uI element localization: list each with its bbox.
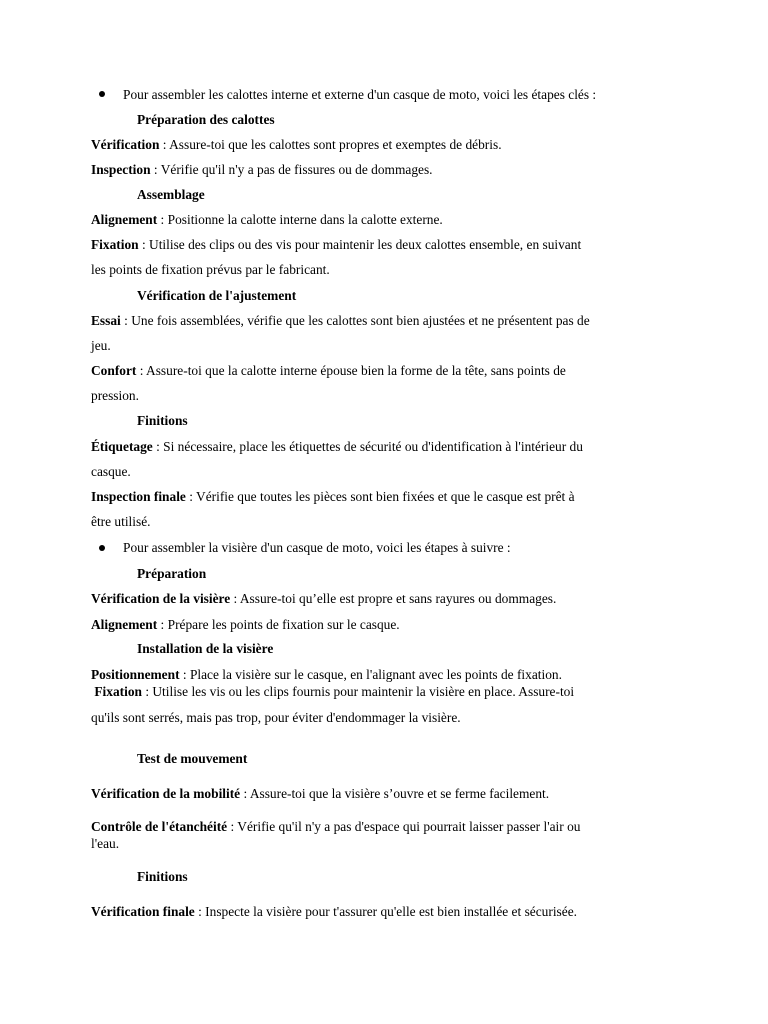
heading-preparation-calottes: Préparation des calottes	[137, 112, 275, 127]
section1-intro: Pour assembler les calottes interne et externe d'un casque de moto, voici les étapes clés :	[123, 87, 597, 102]
item-positionnement: Positionnement : Place la visière sur le casque, en l'alignant avec les points de fixation.	[91, 667, 562, 682]
item-confort: Confort : Assure-toi que la calotte interne épouse bien la forme de la tête, sans points de	[91, 363, 566, 378]
item-fixation: Fixation : Utilise des clips ou des vis pour maintenir les deux calottes ensemble, en suivant	[91, 237, 582, 252]
item-verification: Vérification : Assure-toi que les calottes sont propres et exemptes de débris.	[91, 137, 502, 152]
item-alignement: Alignement : Positionne la calotte interne dans la calotte externe.	[91, 212, 443, 227]
item-essai-cont: jeu.	[91, 338, 111, 353]
heading-finitions-2: Finitions	[137, 869, 188, 884]
item-verification-finale: Vérification finale : Inspecte la visière pour t'assurer qu'elle est bien installée et sécurisée.	[91, 904, 577, 919]
item-fixation-cont: les points de fixation prévus par le fabricant.	[91, 262, 330, 277]
heading-test-mouvement: Test de mouvement	[137, 751, 248, 766]
item-alignement-2: Alignement : Prépare les points de fixation sur le casque.	[91, 617, 400, 632]
item-etancheite-cont: l'eau.	[91, 836, 120, 851]
section2-intro: Pour assembler la visière d'un casque de moto, voici les étapes à suivre :	[123, 540, 511, 555]
heading-ajustement: Vérification de l'ajustement	[137, 288, 297, 303]
item-mobilite: Vérification de la mobilité : Assure-toi que la visière s’ouvre et se ferme facilement.	[91, 786, 550, 801]
heading-finitions-1: Finitions	[137, 413, 188, 428]
item-confort-cont: pression.	[91, 388, 139, 403]
heading-preparation: Préparation	[137, 566, 207, 581]
item-inspection: Inspection : Vérifie qu'il n'y a pas de fissures ou de dommages.	[91, 162, 433, 177]
item-etiquetage: Étiquetage : Si nécessaire, place les étiquettes de sécurité ou d'identification à l'intérieur du	[91, 439, 583, 454]
item-verification-visiere: Vérification de la visière : Assure-toi qu’elle est propre et sans rayures ou dommages.	[91, 591, 557, 606]
item-etiquetage-cont: casque.	[91, 464, 131, 479]
bullet-icon	[99, 91, 105, 97]
item-essai: Essai : Une fois assemblées, vérifie que les calottes sont bien ajustées et ne présentent pas de	[91, 313, 590, 328]
item-inspection-finale-cont: être utilisé.	[91, 514, 151, 529]
bullet-icon	[99, 545, 105, 551]
item-etancheite: Contrôle de l'étanchéité : Vérifie qu'il n'y a pas d'espace qui pourrait laisser passer l'air ou	[91, 819, 581, 834]
item-fixation-2: Fixation : Utilise les vis ou les clips fournis pour maintenir la visière en place. Assure-toi	[91, 684, 575, 699]
item-fixation-2-cont: qu'ils sont serrés, mais pas trop, pour éviter d'endommager la visière.	[91, 710, 461, 725]
heading-installation: Installation de la visière	[137, 641, 274, 656]
item-inspection-finale: Inspection finale : Vérifie que toutes les pièces sont bien fixées et que le casque est prêt à	[91, 489, 575, 504]
heading-assemblage: Assemblage	[137, 187, 205, 202]
